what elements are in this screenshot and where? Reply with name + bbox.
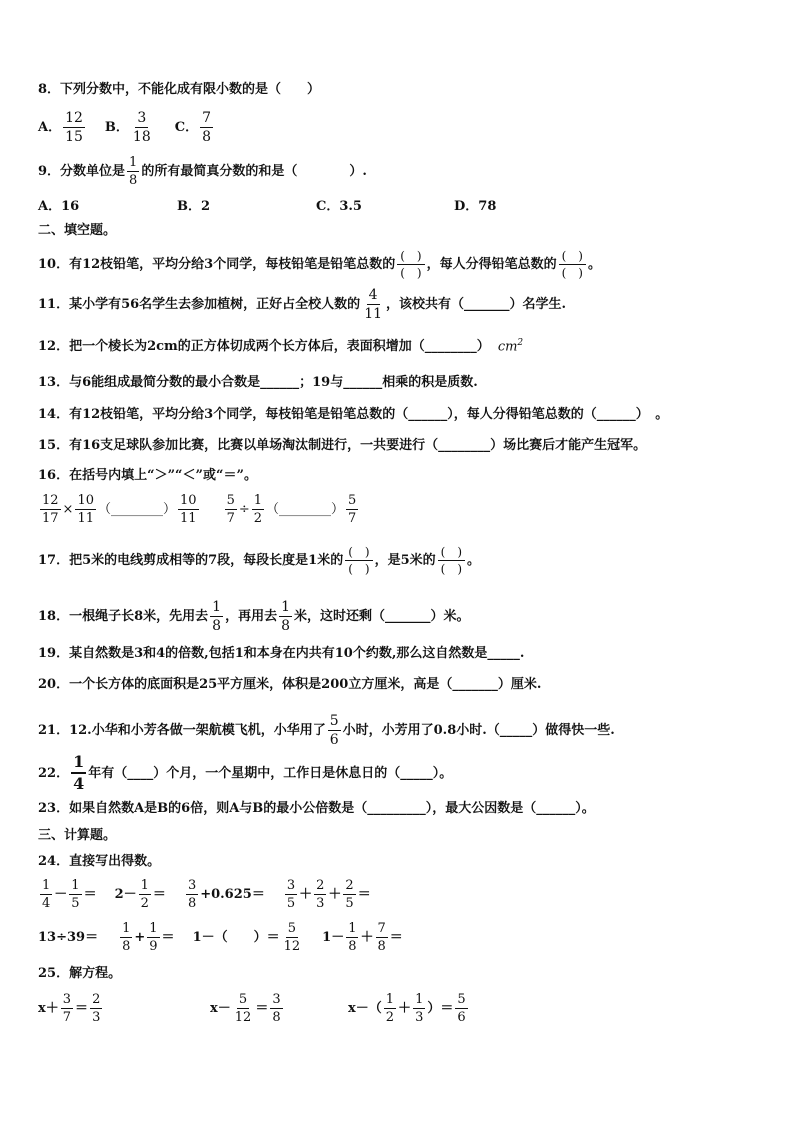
- option-c-fraction: $\frac{7}{8}$: [202, 110, 212, 145]
- option-b: B．2: [177, 199, 211, 214]
- equation-3: x－（ $\frac{1}{2}$ ＋ $\frac{1}{3}$ ）＝ $\frac{5}{6}$: [348, 992, 466, 1025]
- option-c: C．3.5: [316, 199, 362, 214]
- question-16: 16．在括号内填上“＞”“＜”或“＝”。: [38, 468, 257, 483]
- section-calculation-title: 三、计算题。: [38, 828, 117, 843]
- question-15: 15．有16支足球队参加比赛，比赛以单场淘汰制进行，一共要进行（________）场比赛后才能产生冠军。: [38, 438, 647, 453]
- question-21: 21．12.小华和小芳各做一架航模飞机，小华用了 $\frac{5}{6}$ 小时，小芳用了0.8小时.（_____）做得快一些.: [38, 713, 615, 748]
- option-c-label: C．: [174, 120, 199, 135]
- question-24-row-2: 13÷39＝ $\frac{1}{8}$ + $\frac{1}{9}$ ＝ 1－（ ）＝ $\frac{5}{12}$ 1－ $\frac{1}{8}$ ＋ $\frac{7}{8}$ ＝: [38, 921, 403, 954]
- option-a: A．16: [38, 199, 80, 214]
- fraction: $\frac{4}{11}$: [364, 287, 383, 322]
- question-12: 12．把一个棱长为2cm的正方体切成两个长方体后，表面积增加（________） $cm^2$: [38, 338, 524, 355]
- unit-cm2: $cm^2$: [497, 338, 524, 355]
- quarter-fraction: $\frac{1}{4}$: [73, 752, 85, 793]
- option-b-label: B．: [104, 120, 129, 135]
- unit-fraction: $\frac{1}{8}$: [129, 155, 138, 188]
- question-8-stem: 8．下列分数中，不能化成有限小数的是（ ）: [38, 82, 321, 97]
- blank-fraction: $\frac{( )}{( )}$: [397, 250, 424, 279]
- question-11: 11．某小学有56名学生去参加植树，正好占全校人数的 $\frac{4}{11}$ ，该校共有（_______）名学生.: [38, 287, 567, 322]
- blank-fraction: $\frac{( )}{( )}$: [438, 546, 465, 575]
- equation-2: x－ $\frac{5}{12}$ ＝ $\frac{3}{8}$: [210, 992, 281, 1025]
- question-23: 23．如果自然数A是B的6倍，则A与B的最小公倍数是（_________），最大公因数是（______）。: [38, 801, 595, 816]
- option-a-label: A．: [38, 120, 62, 135]
- compare-blank: （________）: [98, 502, 177, 517]
- question-10: 10．有12枝铅笔，平均分给3个同学，每枝铅笔是铅笔总数的 $\frac{( )}{( )}$ ，每人分得铅笔总数的 $\frac{( )}{( )}$ 。: [38, 249, 602, 280]
- question-19: 19．某自然数是3和4的倍数,包括1和本身在内共有10个约数,那么这自然数是_____.: [38, 646, 525, 661]
- option-d: D．78: [454, 199, 497, 214]
- question-17: 17．把5米的电线剪成相等的7段，每段长度是1米的 $\frac{( )}{( )}$ ，是5米的 $\frac{( )}{( )}$ 。: [38, 545, 481, 576]
- option-a-fraction: $\frac{12}{15}$: [65, 110, 83, 145]
- question-18: 18．一根绳子长8米，先用去 $\frac{1}{8}$ ，再用去 $\frac{1}{8}$ 米，这时还剩（_______）米。: [38, 599, 470, 634]
- question-8: [38, 83, 764, 96]
- question-9-options: [38, 200, 764, 213]
- question-25-equations: [38, 993, 764, 1024]
- blank-fraction: $\frac{( )}{( )}$: [559, 250, 586, 279]
- question-13: 13．与6能组成最简分数的最小合数是______；19与______相乘的积是质数.: [38, 375, 478, 390]
- question-8-options: [38, 111, 764, 144]
- equation-1: x＋ $\frac{3}{7}$ ＝ $\frac{2}{3}$: [38, 992, 101, 1025]
- section-fill-in-title: 二、填空题。: [38, 223, 117, 238]
- question-20: 20．一个长方体的底面积是25平方厘米，体积是200立方厘米，高是（_______）厘米.: [38, 677, 542, 692]
- blank-fraction: $\frac{( )}{( )}$: [345, 546, 372, 575]
- question-22: 22． $\frac{1}{4}$ 年有（____）个月，一个星期中，工作日是休息日的（_____）。: [38, 752, 453, 793]
- option-b-fraction: $\frac{3}{18}$: [132, 110, 151, 145]
- compare-blank: （________）: [266, 502, 345, 517]
- question-24-row-1: $\frac{1}{4}$ － $\frac{1}{5}$ ＝ 2－ $\frac{1}{2}$ ＝ $\frac{3}{8}$ +0.625＝ $\frac{3}{5}$ ＋ $\frac{2}{3}$ ＋ $\frac{2}{5}$ ＝: [42, 878, 371, 911]
- question-9: 9．分数单位是 $\frac{1}{8}$ 的所有最简真分数的和是（ ）.: [38, 155, 367, 188]
- question-14: 14．有12枝铅笔，平均分给3个同学，每枝铅笔是铅笔总数的（______），每人分得铅笔总数的（______） 。: [38, 407, 669, 422]
- question-24: 24．直接写出得数。: [38, 854, 161, 869]
- question-25: 25．解方程。: [38, 966, 122, 981]
- question-16-expressions: $\frac{12}{17}$ × $\frac{10}{11}$ （________） $\frac{10}{11}$ $\frac{5}{7}$ ÷ $\frac{1}{2}$ （________） $\frac{5}{7}$: [42, 493, 357, 526]
